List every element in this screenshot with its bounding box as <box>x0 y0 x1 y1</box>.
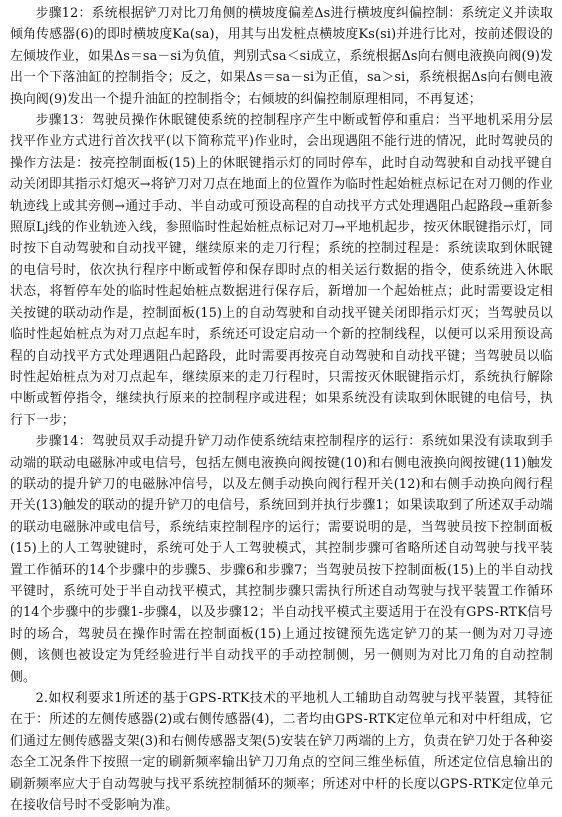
paragraph-step-12: 步骤12：系统根据铲刀对比刀角侧的横坡度偏差Δs进行横坡度纠偏控制：系统定义并读取倾角传感器(6)的即时横坡度Ka(sa)，用其与出发桩点横坡度Ks(si)并进行比对，按前述假设的左倾坡作业，如果Δs＝sa－si为负值，判别式sa＜si成立，系统根据Δs向右侧电液换向阀(9)发出一个下落油缸的控制指令；反之，如果Δs＝sa－si为正值，sa＞si，系统根据Δs向右侧电液换向阀(9)发出一个提升油缸的控制指令；右倾坡的纠偏控制原理相同，不再复述； <box>10 6 553 107</box>
paragraph-step-13: 步骤13：驾驶员操作休眠键使系统的控制程序产生中断或暂停和重启：当平地机采用分层找平作业方式进行首次找平(以下简称荒平)作业时，会出现遇阻不能行进的情况，此时驾驶员的操作方法是：按亮控制面板(15)上的休眠键指示灯的同时停车，此时自动驾驶和自动找平键自动关闭即其指示灯熄灭→将铲刀对刀点在地面上的位置作为临时性起始桩点标记在对刀侧的作业轨迹线上或其旁侧→通过手动、半自动或可预设高程的自动找平方式处理遇阻凸起路段→重新参照原Lj线的作业轨迹入线，参照临时性起始桩点标记对刀→平地机起步，按灭休眠键指示灯，同时按下自动驾驶和自动找平键，继续原来的走刀行程；系统的控制过程是：系统读取到休眠键的电信号时，依次执行程序中断或暂停和保存即时点的相关运行数据的指令，使系统进入休眠状态，将暂停车处的临时性起始桩点数据进行保存后，新增加一个起始桩点；此时需要设定相关按键的联动动作是，控制面板(15)上的自动驾驶和自动找平键关闭即指示灯灭；当驾驶员以临时性起始桩点为对刀点起车时，系统还可设定启动一个新的控制线程，以便可以采用预设高程的自动找平方式处理遇阻凸起路段，此时需要再按亮自动驾驶和自动找平键；当驾驶员以临时性起始桩点为对刀点起车，继续原来的走刀行程时，只需按灭休眠键指示灯，系统执行解除中断或暂停指令，继续执行原来的控制程序或进程；如果系统没有读取到休眠键的电信号，执行下一步； <box>10 113 553 428</box>
paragraph-claim-2: 2.如权利要求1所述的基于GPS-RTK技术的平地机人工辅助自动驾驶与找平装置，其特征在于：所述的左侧传感器(2)或右侧传感器(4)，二者均由GPS-RTK定位单元和对中杆组成，它们通过左侧传感器支架(3)和右侧传感器支架(5)安装在铲刀两端的上方，负责在铲刀处于各种姿态全工况条件下按照一定的刷新频率输出铲刀刀角点的空间三维坐标值，所述定位信息输出的刷新频率应大于自动驾驶与找平系统控制循环的频率；所述对中杆的长度以GPS-RTK定位单元在接收信号时不受影响为准。 <box>10 691 553 814</box>
paragraph-step-14: 步骤14：驾驶员双手动提升铲刀动作使系统结束控制程序的运行：系统如果没有读取到手动端的联动电磁脉冲或电信号，包括左侧电液换向阀按键(10)和右侧电液换向阀按键(11)触发的联动的提升铲刀的电磁脉冲信号，以及左侧手动换向阀行程开关(12)和右侧手动换向阀行程开关(13)触发的联动的提升铲刀的电信号，系统回到并执行步骤1；如果读取到了所述双手动端的联动电磁脉冲或电信号，系统结束控制程序的运行；需要说明的是，当驾驶员按下控制面板(15)上的人工驾驶键时，系统可处于人工驾驶模式，其控制步骤可省略所述自动驾驶与找平装置工作循环的14个步骤中的步骤5、步骤6和步骤7；当驾驶员按下控制面板(15)上的半自动找平键时，系统可处于半自动找平模式，其控制步骤只需执行所述自动驾驶与找平装置工作循环的14个步骤中的步骤1-步骤4，以及步骤12；半自动找平模式主要适用于在没有GPS-RTK信号时的场合，驾驶员在操作时需在控制面板(15)上通过按键预先选定铲刀的某一侧为对刀寻迹侧，该侧也被设定为凭经验进行半自动找平的手动控制侧，另一侧则为对比刀角的自动控制侧。 <box>10 434 553 685</box>
